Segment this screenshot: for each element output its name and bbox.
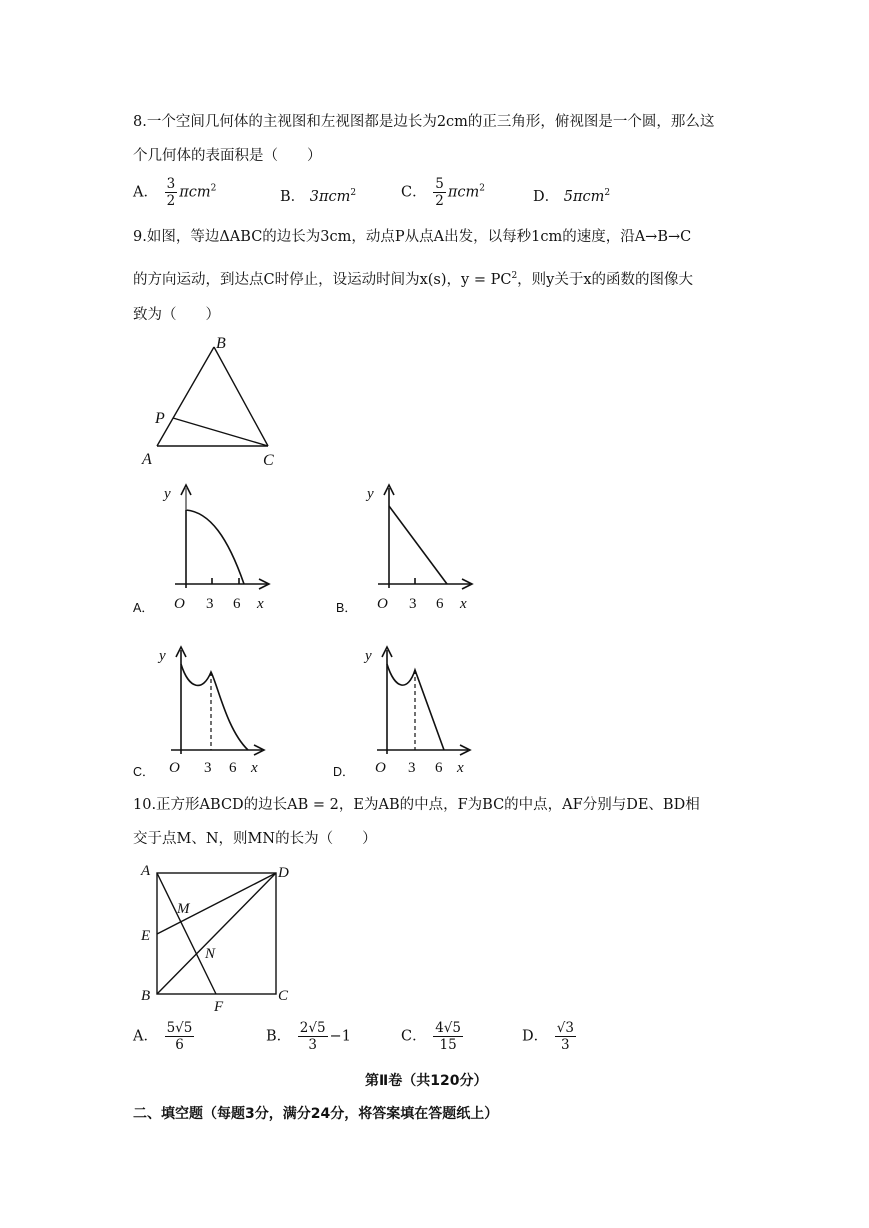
exponent: 2 [350,188,357,199]
y-label: y [367,486,374,502]
y-label: y [159,648,166,664]
point-n-label: N [205,946,216,962]
tick-label-6: 6 [435,760,443,775]
exponent: 2 [511,271,518,281]
numerator: √3 [556,1020,574,1036]
option-value: πcm [179,184,211,201]
q9-text-line2-part2: ，则y关于x的函数的图像大 [517,271,694,288]
x-label: x [460,596,467,612]
vertex-c-label: C [278,988,289,1004]
fraction [165,176,178,209]
vertex-c-label: C [263,452,274,469]
numerator: 4√5 [435,1020,461,1036]
fraction [555,1020,576,1053]
denominator: 15 [439,1037,457,1053]
tick-label-3: 3 [409,596,417,612]
option-label: B． [266,1028,292,1045]
q8-option-a [133,176,216,209]
segment-bd [157,873,276,994]
curve [186,510,244,584]
option-label: A． [133,184,158,201]
vertex-d-label: D [278,865,289,881]
fraction [433,1020,463,1053]
tick-label-6: 6 [229,760,237,775]
numerator: 2√5 [299,1020,326,1036]
vertex-b-label: B [216,335,226,352]
side-ab [157,347,214,446]
option-label: C． [401,184,427,201]
q9-option-d-label: D． [333,765,355,779]
q8-option-c [401,176,485,209]
curve [181,664,248,750]
option-label: C． [401,1028,427,1045]
q9-option-c-label: C． [133,765,155,779]
q10-option-a [133,1020,196,1053]
tick-label-3: 3 [204,760,212,775]
q10-option-b [266,1020,351,1053]
vertex-a-label: A [141,863,151,879]
graph-a [155,478,275,613]
point-p-label: P [155,410,165,427]
tick-label-3: 3 [408,760,416,775]
exponent: 2 [210,183,217,194]
option-label: D． [522,1028,549,1045]
denominator: 2 [435,193,444,209]
q10-option-c [401,1020,465,1053]
origin-label: O [174,596,185,612]
origin-label: O [375,760,386,775]
fraction [165,1020,195,1053]
q9-text-line1: 9.如图，等边ΔABC的边长为3cm，动点P从点A出发，以每秒1cm的速度，沿A→B→C [133,229,692,245]
denominator: 2 [166,193,176,209]
x-label: x [257,596,264,612]
q9-text-line2-part1: 的方向运动，到达点C时停止，设运动时间为x(s)，y = PC [133,271,512,288]
numerator: 3 [166,176,176,192]
option-label: B． [280,189,306,205]
fraction [433,176,446,209]
option-label: D． [533,189,560,205]
side-bc [214,347,268,446]
q8-text-line2: 个几何体的表面积是（ ） [133,148,322,164]
exponent: 2 [479,183,485,194]
q10-text-line2: 交于点M、N，则MN的长为（ ） [133,831,377,847]
segment-de [157,873,276,934]
point-m-label: M [177,901,190,917]
y-label: y [365,648,372,664]
numerator: 5 [435,176,444,192]
point-e-label: E [141,928,151,944]
denominator: 3 [561,1037,570,1053]
square-abcd-figure [135,858,305,1018]
q8-option-d [533,185,610,206]
segment-af [157,873,216,994]
triangle-abc-figure [130,330,300,470]
q8-text-line1: 8.一个空间几何体的主视图和左视图都是边长为2cm的正三角形，俯视图是一个圆，那么这 [133,114,715,130]
x-label: x [251,760,258,775]
denominator: 3 [308,1037,317,1053]
denominator: 6 [175,1037,184,1053]
exponent: 2 [604,188,611,199]
option-label: A． [133,1028,158,1045]
line-segment [389,506,447,584]
graph-c [155,640,275,775]
tick-label-6: 6 [436,596,444,612]
q8-option-b [280,185,356,206]
q9-option-a-label: A． [133,601,154,615]
option-tail: −1 [329,1028,351,1045]
vertex-b-label: B [141,988,151,1004]
option-value: πcm [447,184,480,201]
point-f-label: F [214,999,224,1015]
option-value: 3πcm [309,189,351,205]
fraction [298,1020,328,1053]
q10-text-line1: 10.正方形ABCD的边长AB = 2，E为AB的中点，F为BC的中点，AF分别与DE、BD相 [133,797,700,813]
q10-option-d [522,1020,578,1053]
origin-label: O [377,596,388,612]
graph-b [358,478,478,613]
origin-label: O [169,760,180,775]
option-value: 5πcm [563,189,605,205]
tick-label-6: 6 [233,596,241,612]
section-title: 第Ⅱ卷（共120分） [365,1073,488,1089]
graph-d [358,640,478,775]
vertex-a-label: A [142,451,152,468]
segment-pc [173,418,268,446]
tick-label-3: 3 [206,596,214,612]
q9-option-b-label: B． [336,601,357,615]
fill-in-heading: 二、填空题（每题3分，满分24分，将答案填在答题纸上） [133,1106,499,1122]
q9-text-line2 [133,266,693,290]
numerator: 5√5 [166,1020,193,1036]
y-label: y [164,486,171,502]
x-label: x [457,760,464,775]
q9-text-line3: 致为（ ） [133,307,220,323]
